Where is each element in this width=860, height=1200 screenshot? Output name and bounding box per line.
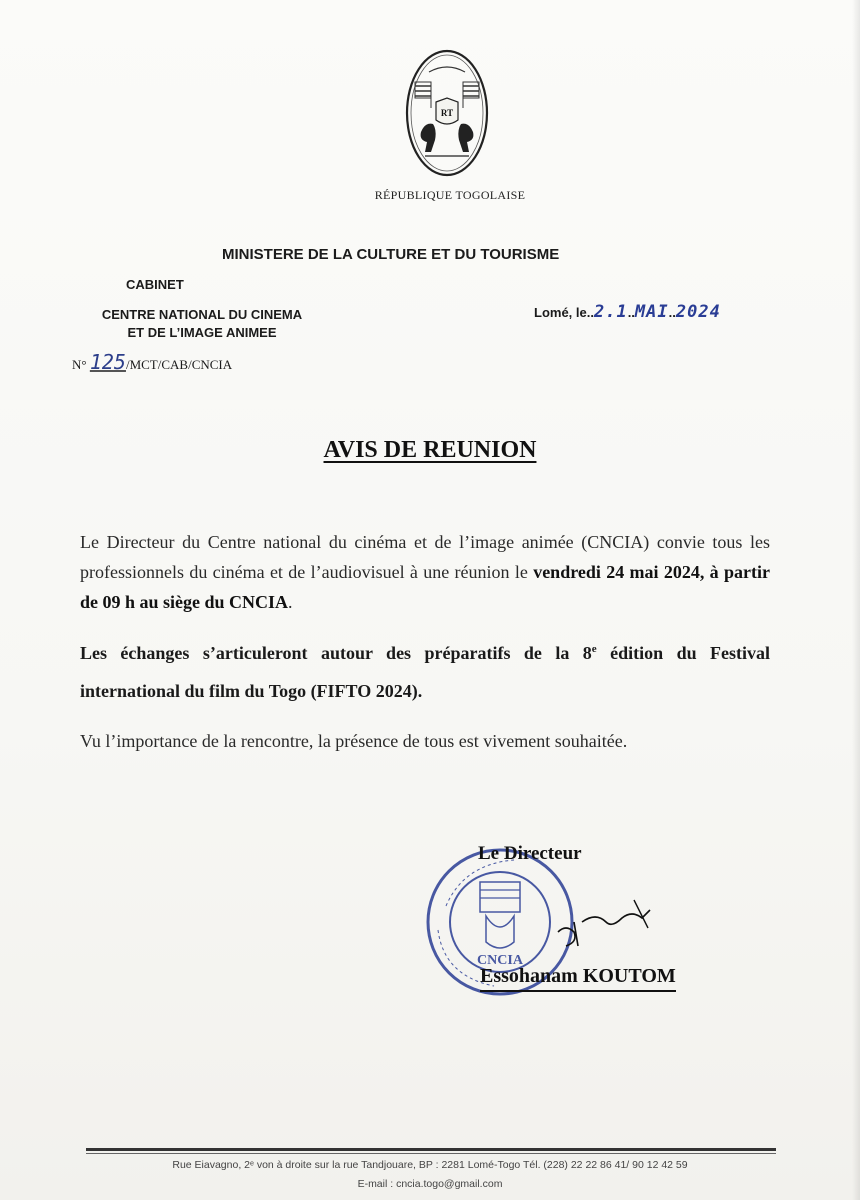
handwritten-signature-icon — [552, 888, 662, 958]
footer-divider-thin — [86, 1153, 776, 1154]
centre-name-line1: CENTRE NATIONAL DU CINEMA — [101, 307, 303, 322]
date-month: MAI — [634, 302, 669, 322]
page-edge-shadow — [852, 0, 860, 1200]
p2-text-end: édition du Festival international du film du Togo (FIFTO 2024). — [80, 643, 771, 701]
emblem-text: RT — [440, 108, 454, 118]
paragraph-agenda — [80, 630, 770, 710]
signatory-title: Le Directeur — [478, 843, 582, 864]
date-prefix: Lomé, le.. — [534, 305, 594, 320]
place-date — [534, 302, 721, 322]
paragraph-closing: Vu l’importance de la rencontre, la présence de tous est vivement souhaitée. — [80, 731, 628, 751]
date-dots2: .. — [668, 305, 676, 320]
coat-of-arms-icon — [405, 48, 489, 178]
cabinet-label: CABINET — [126, 277, 184, 292]
ref-number: 125 — [89, 350, 126, 374]
republic-label: RÉPUBLIQUE TOGOLAISE — [374, 188, 526, 202]
document-title — [0, 437, 860, 464]
document-title-text: AVIS DE REUNION — [323, 437, 537, 463]
p2-sup: e — [591, 643, 597, 655]
ministry-heading: MINISTERE DE LA CULTURE ET DU TOURISME — [222, 246, 560, 263]
footer-email: E-mail : cncia.togo@gmail.com — [357, 1178, 503, 1190]
date-year: 2024 — [675, 302, 721, 322]
centre-name — [72, 306, 332, 342]
p1-text: Le Directeur du Centre national du cinéma et de l’image animée (CNCIA) convie tous les professionnels du cinéma et de l’audiovisuel à une réunion le — [80, 532, 770, 582]
ref-prefix: N° — [72, 357, 87, 372]
ref-suffix: /MCT/CAB/CNCIA — [125, 357, 233, 372]
centre-name-line2: ET DE L’IMAGE ANIMEE — [127, 325, 277, 340]
p1-bold: vendredi 24 mai 2024, à partir de 09 h au siège du CNCIA — [80, 562, 770, 612]
date-day: 2.1 — [593, 302, 628, 322]
date-dots: .. — [627, 305, 635, 320]
signatory-name: Essohanam KOUTOM — [480, 965, 676, 992]
stamp-label: CNCIA — [477, 953, 523, 968]
p1-end: . — [288, 592, 293, 612]
footer-address: Rue Eiavagno, 2ᵉ von à droite sur la rue Tandjouare, BP : 2281 Lomé-Togo Tél. (228) 22 22 86 41/ 90 12 42 59 — [172, 1159, 688, 1171]
footer-divider — [86, 1148, 776, 1151]
paragraph-invitation — [80, 527, 770, 617]
p2-text: Les échanges s’articuleront autour des préparatifs de la 8 — [80, 643, 592, 663]
reference-number — [72, 350, 232, 374]
